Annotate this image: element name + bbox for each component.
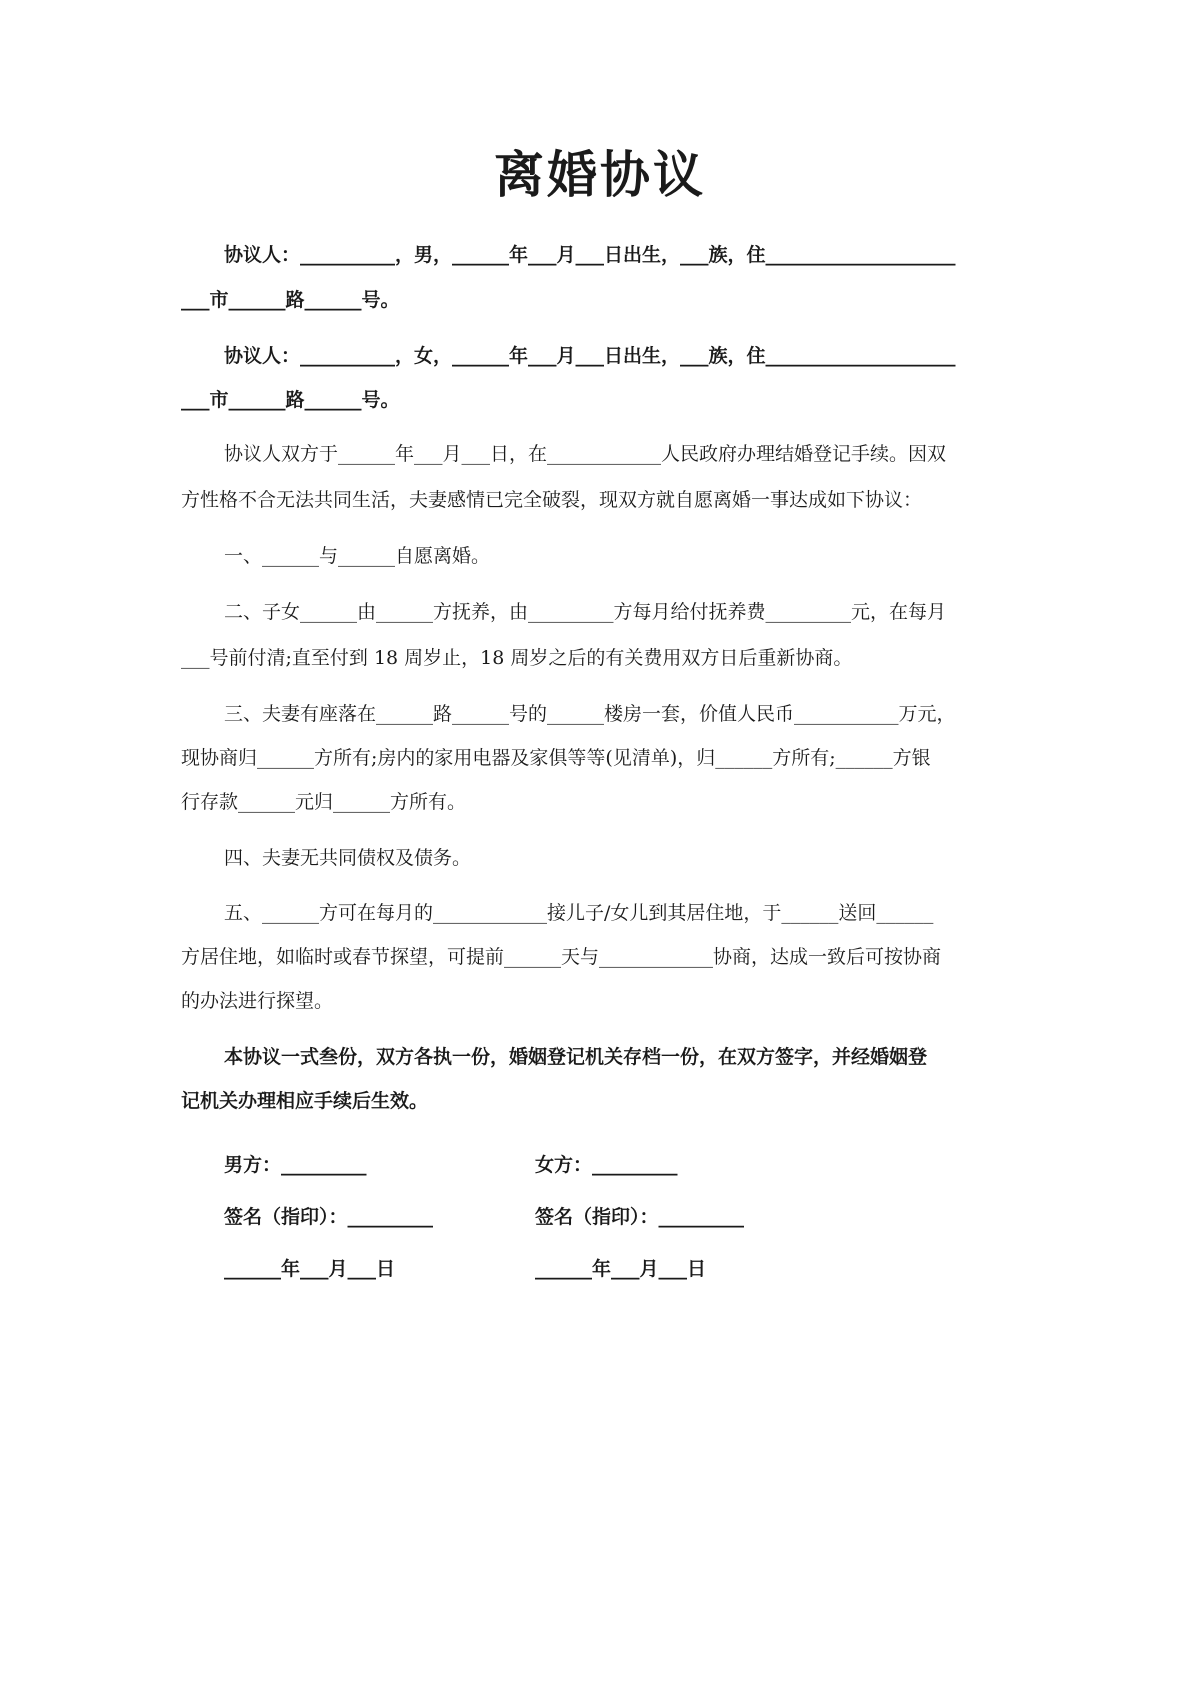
party-female-line-2: ___市______路______号。 [181,389,400,411]
effect-line-2: 记机关办理相应手续后生效。 [181,1090,429,1112]
intro-line-1: 协议人双方于______年___月___日，在____________人民政府办理结婚登记手续。因双 [224,443,947,465]
clause-2-line-2: ___号前付清;直至付到 18 周岁止，18 周岁之后的有关费用双方日后重新协商。 [181,647,853,669]
female-party-label: 女方：_________ [535,1154,678,1176]
clause-5-line-2: 方居住地，如临时或春节探望，可提前______天与____________协商，达成一致后可按协商 [181,946,942,968]
intro-line-2: 方性格不合无法共同生活，夫妻感情已完全破裂，现双方就自愿离婚一事达成如下协议： [181,489,923,511]
clause-5-line-3: 的办法进行探望。 [181,990,334,1012]
clause-3-line-2: 现协商归______方所有;房内的家用电器及家俱等等(见清单)，归______方所有;______方银 [181,747,931,769]
document-title: 离婚协议 [494,146,706,204]
clause-3-line-1: 三、夫妻有座落在______路______号的______楼房一套，价值人民币___________万元， [224,703,956,725]
clause-3-line-3: 行存款______元归______方所有。 [181,791,467,813]
clause-1-line-1: 一、______与______自愿离婚。 [224,545,491,567]
party-male-line-2: ___市______路______号。 [181,289,400,311]
male-date-field: ______年___月___日 [224,1258,396,1280]
clause-2-line-1: 二、子女______由______方抚养，由_________方每月给付抚养费_________元，在每月 [224,601,947,623]
female-date-field: ______年___月___日 [535,1258,707,1280]
party-female-line-1: 协议人：__________，女，______年___月___日出生，___族，住____________________ [224,345,956,367]
female-signature-field: 签名（指印）：_________ [535,1206,745,1228]
male-party-label: 男方：_________ [224,1154,367,1176]
party-male-line-1: 协议人：__________，男，______年___月___日出生，___族，住____________________ [224,244,956,266]
clause-5-line-1: 五、______方可在每月的____________接儿子/女儿到其居住地，于______送回______ [224,902,934,924]
male-signature-field: 签名（指印）：_________ [224,1206,434,1228]
clause-4-line-1: 四、夫妻无共同债权及债务。 [224,847,472,869]
effect-line-1: 本协议一式叁份，双方各执一份，婚姻登记机关存档一份，在双方签字，并经婚姻登 [224,1046,928,1068]
